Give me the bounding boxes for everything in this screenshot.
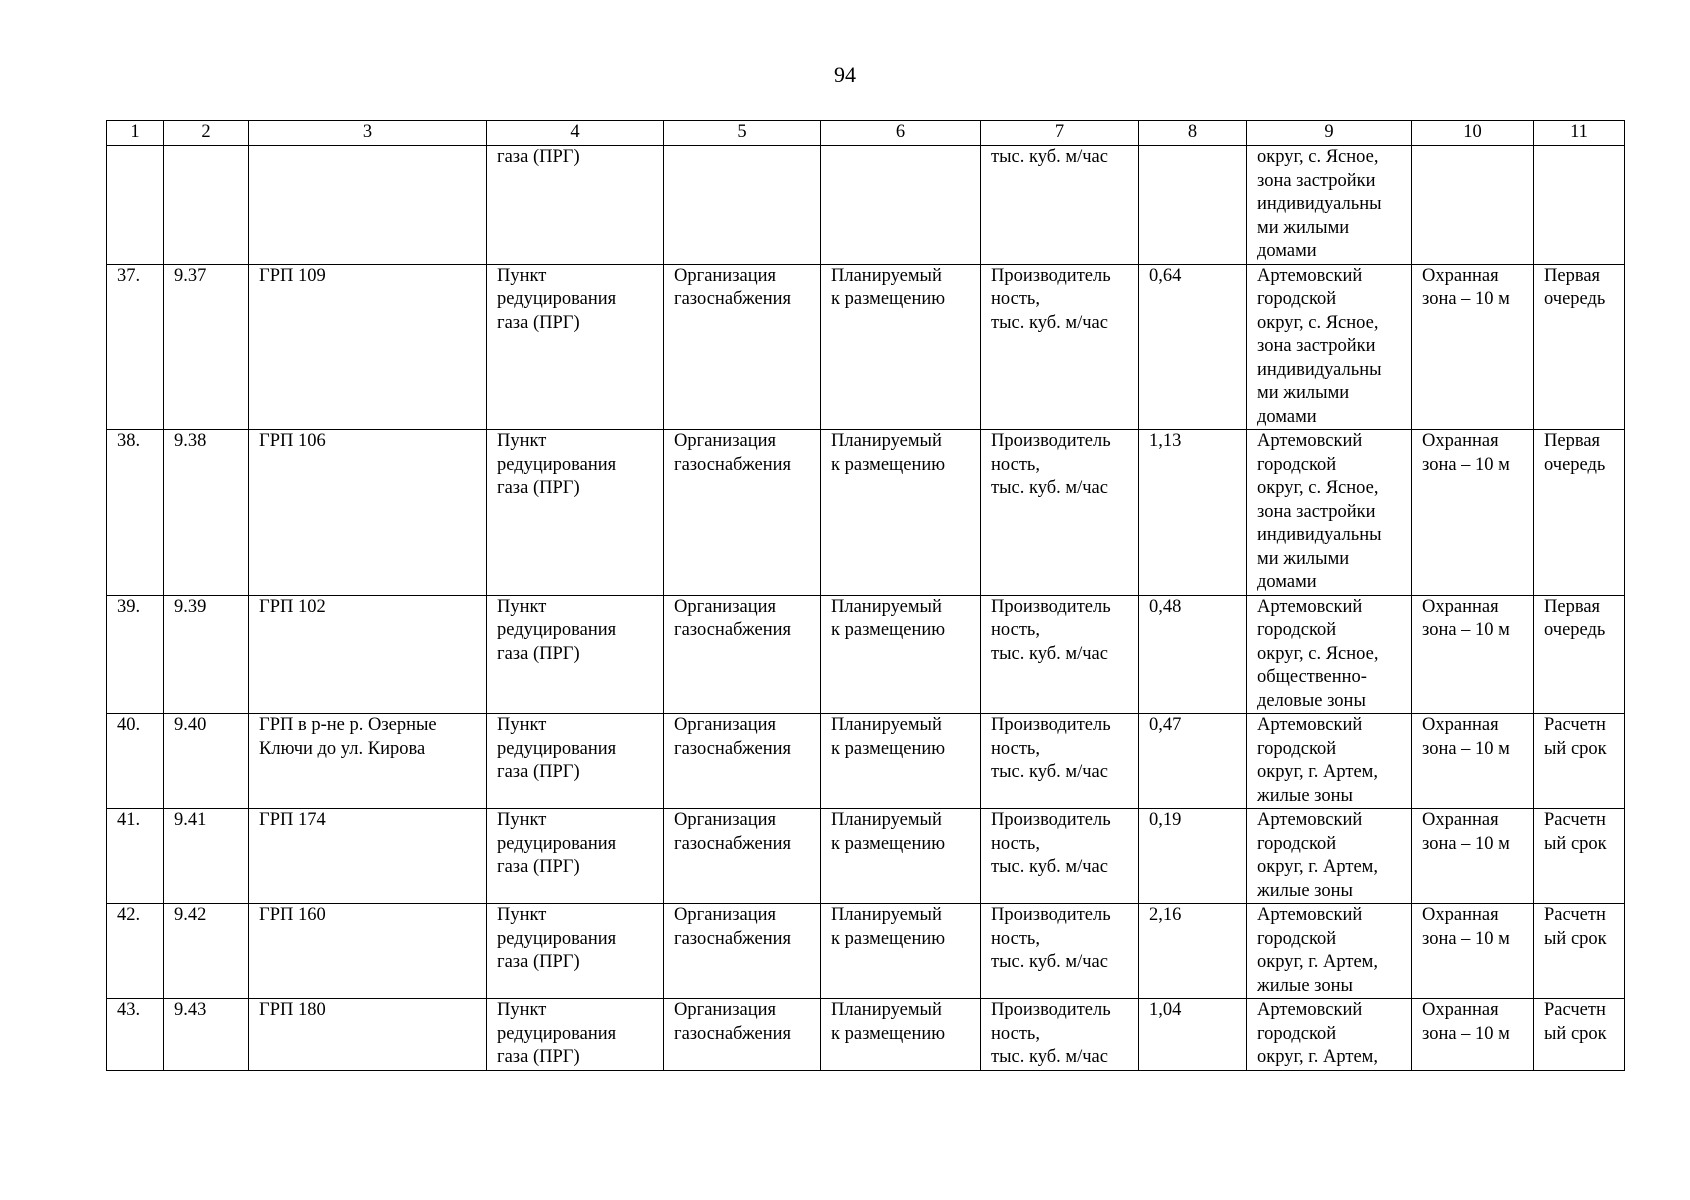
object-type-text: Пункт: [497, 596, 547, 617]
page-number: 94: [834, 62, 856, 87]
status-text: Планируемый: [831, 715, 942, 735]
characteristic-text: ность,: [991, 833, 1040, 854]
zone-text: зона – 10 м: [1422, 1023, 1510, 1044]
zone-text: Охранная: [1422, 431, 1499, 451]
location-text: городской: [1257, 1023, 1337, 1044]
object-name-cell: [249, 714, 487, 809]
item-code-text: 9.37: [174, 265, 207, 286]
table-row: [107, 595, 1625, 714]
characteristic-text: ность,: [991, 620, 1040, 640]
object-name-text: ГРП 174: [259, 810, 326, 830]
stage-text: Первая: [1544, 431, 1601, 451]
responsible-org-cell: [664, 714, 821, 809]
responsible-org-text: газоснабжения: [674, 454, 792, 475]
gas-facilities-table: [106, 120, 1625, 1071]
object-name-text: ГРП 109: [259, 265, 326, 286]
location-cell: [1247, 714, 1412, 809]
header-col-8: 8: [1139, 121, 1247, 146]
characteristic-text: тыс. куб. м/час: [991, 762, 1108, 782]
stage-cell: [1534, 904, 1625, 999]
characteristic-text: тыс. куб. м/час: [991, 1047, 1108, 1067]
object-type-text: Пункт: [497, 715, 547, 735]
row-number-cell: [107, 430, 164, 596]
location-cell: [1247, 999, 1412, 1071]
object-type-text: газа (ПРГ): [497, 643, 580, 664]
responsible-org-text: газоснабжения: [674, 738, 792, 759]
value-cell: [1139, 904, 1247, 999]
table-row: [107, 999, 1625, 1071]
zone-cell: [1412, 714, 1534, 809]
status-text: к размещению: [831, 620, 946, 640]
stage-text: Расчетн: [1544, 715, 1606, 735]
object-name-cell: [249, 904, 487, 999]
location-text: округ, с. Ясное,: [1257, 478, 1379, 498]
characteristic-text: тыс. куб. м/час: [991, 478, 1108, 498]
object-name-cell: [249, 809, 487, 904]
zone-text: Охранная: [1422, 596, 1499, 617]
location-text: домами: [1257, 406, 1317, 427]
value-text: 1,13: [1149, 431, 1182, 451]
responsible-org-text: газоснабжения: [674, 289, 792, 309]
zone-cell: [1412, 595, 1534, 714]
responsible-org-cell: [664, 809, 821, 904]
location-text: Артемовский: [1257, 715, 1363, 735]
characteristic-cell: [981, 146, 1139, 265]
stage-cell: [1534, 146, 1625, 265]
zone-text: Охранная: [1422, 905, 1499, 925]
location-text: Артемовский: [1257, 810, 1363, 830]
status-cell: [821, 430, 981, 596]
status-text: к размещению: [831, 1023, 946, 1044]
object-type-cell: [487, 146, 664, 265]
object-name-text: ГРП 102: [259, 596, 326, 617]
characteristic-text: ность,: [991, 928, 1040, 949]
responsible-org-text: Организация: [674, 431, 777, 451]
row-number-text: 42.: [117, 905, 141, 925]
location-text: городской: [1257, 833, 1337, 854]
zone-text: Охранная: [1422, 715, 1499, 735]
location-text: индивидуальны: [1257, 525, 1382, 545]
object-name-text: ГРП 160: [259, 905, 326, 925]
location-text: индивидуальны: [1257, 359, 1382, 380]
object-type-text: редуцирования: [497, 1023, 617, 1044]
location-text: округ, г. Артем,: [1257, 1047, 1378, 1067]
object-type-text: газа (ПРГ): [497, 857, 580, 877]
object-type-text: редуцирования: [497, 833, 617, 854]
item-code-cell: [164, 146, 249, 265]
location-cell: [1247, 146, 1412, 265]
responsible-org-text: газоснабжения: [674, 1023, 792, 1044]
characteristic-cell: [981, 809, 1139, 904]
characteristic-text: Производитель: [991, 1000, 1111, 1020]
stage-text: ый срок: [1544, 738, 1607, 759]
location-text: зона застройки: [1257, 501, 1376, 522]
location-text: округ, с. Ясное,: [1257, 312, 1379, 333]
location-text: Артемовский: [1257, 596, 1363, 617]
location-text: зона застройки: [1257, 170, 1376, 191]
location-text: Артемовский: [1257, 905, 1363, 925]
value-text: 1,04: [1149, 1000, 1182, 1020]
value-cell: [1139, 714, 1247, 809]
status-text: Планируемый: [831, 431, 942, 451]
responsible-org-text: Организация: [674, 1000, 777, 1020]
characteristic-text: Производитель: [991, 905, 1111, 925]
object-type-cell: [487, 999, 664, 1071]
status-cell: [821, 714, 981, 809]
location-text: домами: [1257, 572, 1317, 592]
stage-text: очередь: [1544, 454, 1606, 475]
row-number-cell: [107, 146, 164, 265]
object-type-text: редуцирования: [497, 289, 617, 309]
responsible-org-cell: [664, 146, 821, 265]
responsible-org-text: Организация: [674, 810, 777, 830]
characteristic-cell: [981, 595, 1139, 714]
location-text: ми жилыми: [1257, 383, 1350, 403]
object-type-cell: [487, 264, 664, 430]
row-number-cell: [107, 264, 164, 430]
zone-text: зона – 10 м: [1422, 833, 1510, 854]
object-name-text: ГРП 106: [259, 431, 326, 451]
location-text: жилые зоны: [1257, 975, 1353, 996]
characteristic-text: тыс. куб. м/час: [991, 952, 1108, 972]
object-type-text: газа (ПРГ): [497, 147, 580, 167]
object-type-text: редуцирования: [497, 738, 617, 759]
zone-cell: [1412, 430, 1534, 596]
stage-text: Первая: [1544, 265, 1601, 286]
location-text: общественно-: [1257, 667, 1367, 687]
object-name-cell: [249, 264, 487, 430]
row-number-cell: [107, 809, 164, 904]
location-text: Артемовский: [1257, 1000, 1363, 1020]
object-type-text: газа (ПРГ): [497, 478, 580, 498]
location-text: деловые зоны: [1257, 690, 1366, 711]
characteristic-text: тыс. куб. м/час: [991, 147, 1108, 167]
object-name-cell: [249, 430, 487, 596]
object-name-text: Ключи до ул. Кирова: [259, 738, 426, 759]
row-number-text: 38.: [117, 431, 141, 451]
zone-text: Охранная: [1422, 1000, 1499, 1020]
header-col-2: 2: [164, 121, 249, 146]
value-cell: [1139, 430, 1247, 596]
status-text: Планируемый: [831, 265, 942, 286]
stage-text: очередь: [1544, 620, 1606, 640]
location-text: округ, г. Артем,: [1257, 762, 1378, 782]
location-text: зона застройки: [1257, 336, 1376, 356]
responsible-org-text: Организация: [674, 715, 777, 735]
characteristic-cell: [981, 714, 1139, 809]
location-cell: [1247, 904, 1412, 999]
object-name-cell: [249, 999, 487, 1071]
value-cell: [1139, 809, 1247, 904]
zone-text: Охранная: [1422, 810, 1499, 830]
zone-cell: [1412, 904, 1534, 999]
object-type-text: Пункт: [497, 905, 547, 925]
object-name-cell: [249, 146, 487, 265]
table-row: [107, 264, 1625, 430]
location-text: домами: [1257, 241, 1317, 261]
status-cell: [821, 264, 981, 430]
status-cell: [821, 904, 981, 999]
header-col-6: 6: [821, 121, 981, 146]
object-type-text: редуцирования: [497, 928, 617, 949]
row-number-text: 40.: [117, 715, 141, 735]
zone-text: зона – 10 м: [1422, 928, 1510, 949]
location-text: жилые зоны: [1257, 785, 1353, 806]
table-row: [107, 809, 1625, 904]
object-type-text: Пункт: [497, 1000, 547, 1020]
stage-cell: [1534, 714, 1625, 809]
object-name-cell: [249, 595, 487, 714]
item-code-text: 9.40: [174, 715, 207, 735]
characteristic-cell: [981, 904, 1139, 999]
object-type-text: газа (ПРГ): [497, 312, 580, 333]
characteristic-text: ность,: [991, 1023, 1040, 1044]
zone-text: зона – 10 м: [1422, 289, 1510, 309]
location-text: округ, с. Ясное,: [1257, 643, 1379, 664]
zone-cell: [1412, 146, 1534, 265]
row-number-text: 39.: [117, 596, 141, 617]
stage-text: Первая: [1544, 596, 1601, 617]
location-text: городской: [1257, 454, 1337, 475]
location-text: жилые зоны: [1257, 880, 1353, 901]
zone-text: зона – 10 м: [1422, 738, 1510, 759]
table-row: [107, 904, 1625, 999]
item-code-text: 9.38: [174, 431, 207, 451]
characteristic-cell: [981, 430, 1139, 596]
responsible-org-text: газоснабжения: [674, 620, 792, 640]
responsible-org-text: Организация: [674, 905, 777, 925]
status-text: к размещению: [831, 833, 946, 854]
location-text: ми жилыми: [1257, 217, 1350, 238]
responsible-org-cell: [664, 999, 821, 1071]
stage-text: Расчетн: [1544, 905, 1606, 925]
location-cell: [1247, 595, 1412, 714]
item-code-cell: [164, 264, 249, 430]
zone-cell: [1412, 264, 1534, 430]
characteristic-text: Производитель: [991, 431, 1111, 451]
location-text: Артемовский: [1257, 431, 1363, 451]
zone-text: Охранная: [1422, 265, 1499, 286]
value-cell: [1139, 595, 1247, 714]
header-row: [107, 121, 1625, 146]
value-text: 0,19: [1149, 810, 1182, 830]
status-text: Планируемый: [831, 905, 942, 925]
characteristic-cell: [981, 999, 1139, 1071]
item-code-cell: [164, 904, 249, 999]
stage-cell: [1534, 809, 1625, 904]
item-code-cell: [164, 999, 249, 1071]
zone-text: зона – 10 м: [1422, 620, 1510, 640]
characteristic-cell: [981, 264, 1139, 430]
status-text: к размещению: [831, 738, 946, 759]
status-cell: [821, 809, 981, 904]
status-cell: [821, 146, 981, 265]
responsible-org-cell: [664, 595, 821, 714]
location-text: Артемовский: [1257, 265, 1363, 286]
status-cell: [821, 595, 981, 714]
zone-cell: [1412, 809, 1534, 904]
status-cell: [821, 999, 981, 1071]
object-type-cell: [487, 904, 664, 999]
characteristic-text: тыс. куб. м/час: [991, 857, 1108, 877]
object-type-cell: [487, 714, 664, 809]
table-body: [107, 146, 1625, 1071]
object-type-text: газа (ПРГ): [497, 952, 580, 972]
stage-text: ый срок: [1544, 1023, 1607, 1044]
characteristic-text: Производитель: [991, 265, 1111, 286]
status-text: Планируемый: [831, 596, 942, 617]
item-code-cell: [164, 809, 249, 904]
stage-text: Расчетн: [1544, 1000, 1606, 1020]
header-col-3: 3: [249, 121, 487, 146]
value-text: 2,16: [1149, 905, 1182, 925]
stage-text: ый срок: [1544, 833, 1607, 854]
stage-text: ый срок: [1544, 928, 1607, 949]
value-cell: [1139, 264, 1247, 430]
row-number-cell: [107, 904, 164, 999]
table-row: [107, 146, 1625, 265]
stage-cell: [1534, 430, 1625, 596]
location-text: округ, с. Ясное,: [1257, 147, 1379, 167]
row-number-text: 37.: [117, 265, 141, 286]
row-number-cell: [107, 714, 164, 809]
header-col-1: 1: [107, 121, 164, 146]
object-type-text: редуцирования: [497, 620, 617, 640]
table-row: [107, 714, 1625, 809]
characteristic-text: ность,: [991, 454, 1040, 475]
value-text: 0,47: [1149, 715, 1182, 735]
item-code-cell: [164, 430, 249, 596]
item-code-text: 9.39: [174, 596, 207, 617]
location-text: городской: [1257, 289, 1337, 309]
header-col-5: 5: [664, 121, 821, 146]
characteristic-text: ность,: [991, 289, 1040, 309]
stage-cell: [1534, 595, 1625, 714]
header-col-4: 4: [487, 121, 664, 146]
header-col-9: 9: [1247, 121, 1412, 146]
location-cell: [1247, 264, 1412, 430]
location-text: округ, г. Артем,: [1257, 952, 1378, 972]
characteristic-text: ность,: [991, 738, 1040, 759]
stage-text: очередь: [1544, 289, 1606, 309]
row-number-cell: [107, 595, 164, 714]
object-type-text: редуцирования: [497, 454, 617, 475]
object-type-text: газа (ПРГ): [497, 1047, 580, 1067]
value-text: 0,48: [1149, 596, 1182, 617]
location-cell: [1247, 430, 1412, 596]
characteristic-text: Производитель: [991, 596, 1111, 617]
value-cell: [1139, 146, 1247, 265]
zone-cell: [1412, 999, 1534, 1071]
object-type-text: газа (ПРГ): [497, 762, 580, 782]
row-number-text: 43.: [117, 1000, 141, 1020]
object-type-cell: [487, 809, 664, 904]
status-text: к размещению: [831, 928, 946, 949]
characteristic-text: Производитель: [991, 810, 1111, 830]
value-cell: [1139, 999, 1247, 1071]
object-name-text: ГРП в р-не р. Озерные: [259, 715, 437, 735]
zone-text: зона – 10 м: [1422, 454, 1510, 475]
row-number-text: 41.: [117, 810, 141, 830]
responsible-org-cell: [664, 430, 821, 596]
characteristic-text: тыс. куб. м/час: [991, 312, 1108, 333]
responsible-org-text: Организация: [674, 596, 777, 617]
item-code-text: 9.42: [174, 905, 207, 925]
status-text: Планируемый: [831, 810, 942, 830]
location-text: городской: [1257, 620, 1337, 640]
characteristic-text: Производитель: [991, 715, 1111, 735]
object-name-text: ГРП 180: [259, 1000, 326, 1020]
item-code-text: 9.43: [174, 1000, 207, 1020]
header-col-11: 11: [1534, 121, 1625, 146]
item-code-cell: [164, 595, 249, 714]
object-type-cell: [487, 595, 664, 714]
stage-cell: [1534, 264, 1625, 430]
stage-cell: [1534, 999, 1625, 1071]
object-type-cell: [487, 430, 664, 596]
characteristic-text: тыс. куб. м/час: [991, 643, 1108, 664]
status-text: Планируемый: [831, 1000, 942, 1020]
stage-text: Расчетн: [1544, 810, 1606, 830]
location-text: городской: [1257, 738, 1337, 759]
responsible-org-cell: [664, 904, 821, 999]
row-number-cell: [107, 999, 164, 1071]
header-col-10: 10: [1412, 121, 1534, 146]
responsible-org-text: газоснабжения: [674, 928, 792, 949]
value-text: 0,64: [1149, 265, 1182, 286]
item-code-text: 9.41: [174, 810, 207, 830]
header-col-7: 7: [981, 121, 1139, 146]
status-text: к размещению: [831, 454, 946, 475]
responsible-org-text: газоснабжения: [674, 833, 792, 854]
table-row: [107, 430, 1625, 596]
status-text: к размещению: [831, 289, 946, 309]
location-text: ми жилыми: [1257, 548, 1350, 569]
location-text: индивидуальны: [1257, 194, 1382, 214]
object-type-text: Пункт: [497, 431, 547, 451]
location-text: городской: [1257, 928, 1337, 949]
object-type-text: Пункт: [497, 265, 547, 286]
object-type-text: Пункт: [497, 810, 547, 830]
location-cell: [1247, 809, 1412, 904]
item-code-cell: [164, 714, 249, 809]
responsible-org-text: Организация: [674, 265, 777, 286]
responsible-org-cell: [664, 264, 821, 430]
location-text: округ, г. Артем,: [1257, 857, 1378, 877]
